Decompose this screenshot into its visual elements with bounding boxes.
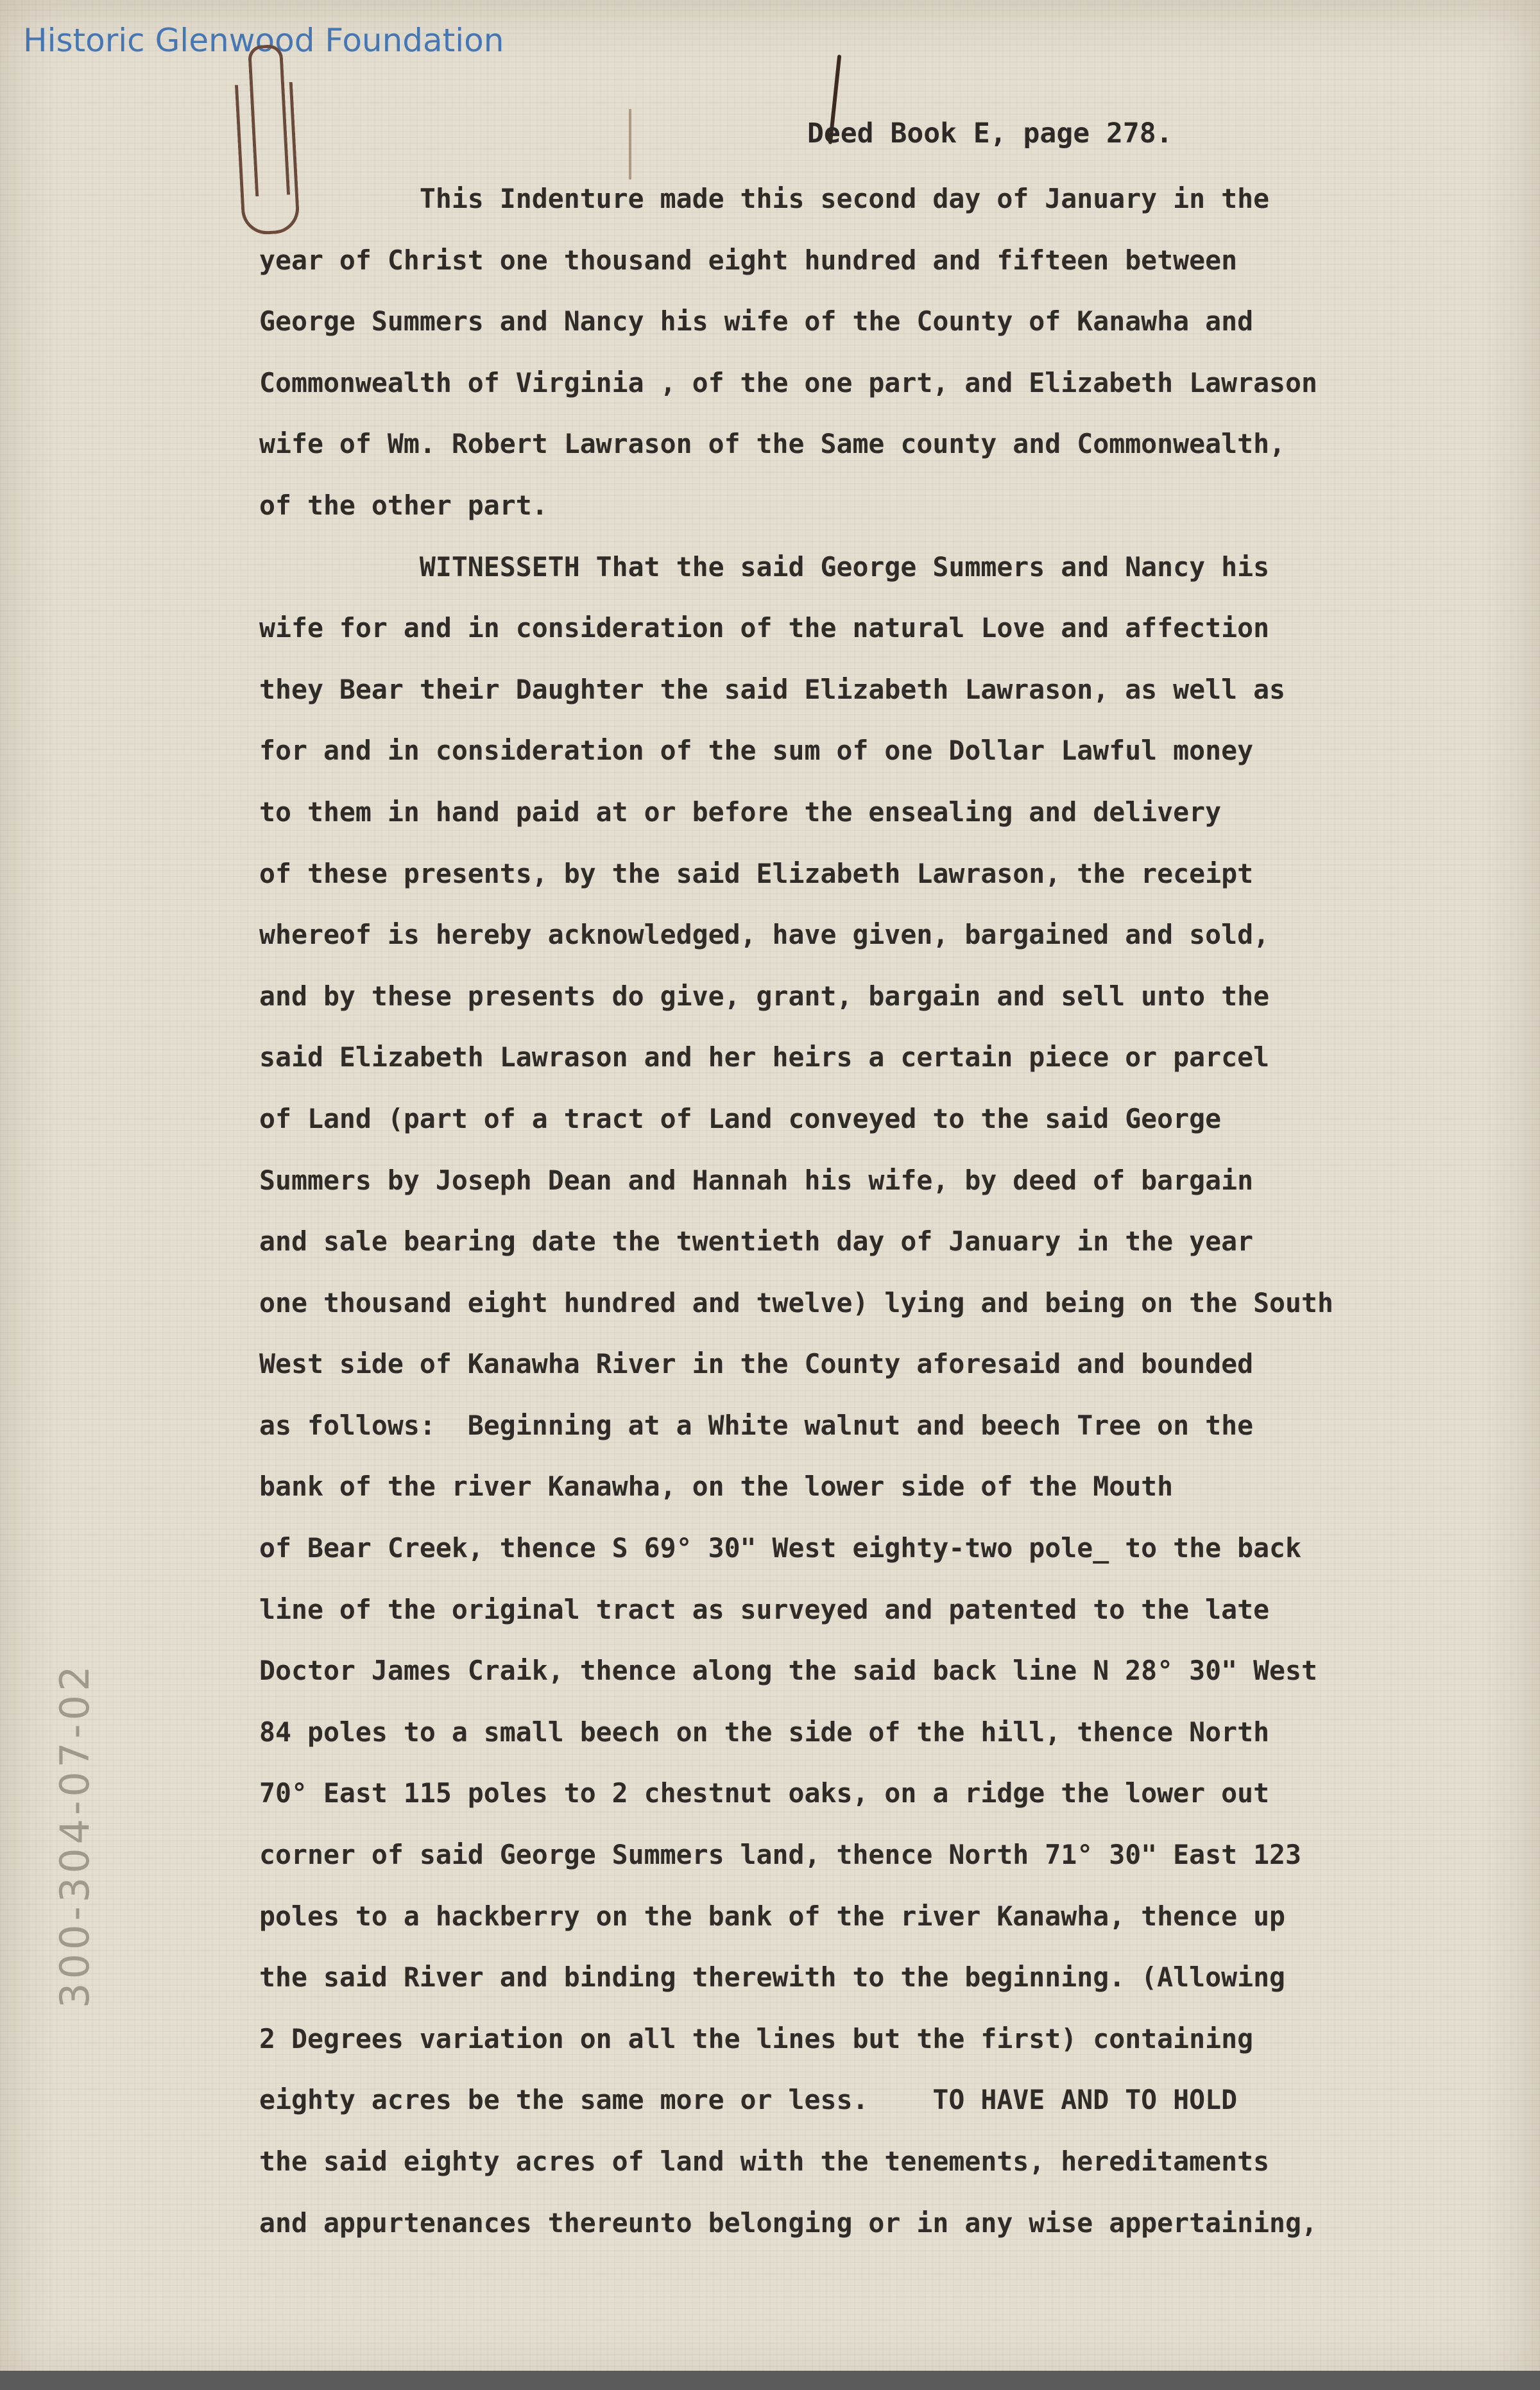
text-line: Doctor James Craik, thence along the said back line N 28° 30" West: [259, 1655, 1318, 1687]
text-line: Summers by Joseph Dean and Hannah his wife, by deed of bargain: [259, 1164, 1254, 1196]
text-line: of Land (part of a tract of Land conveyed to the said George: [259, 1102, 1222, 1134]
text-line: 70° East 115 poles to 2 chestnut oaks, on a ridge the lower out: [259, 1777, 1270, 1809]
text-line: poles to a hackberry on the bank of the river Kanawha, thence up: [259, 1900, 1286, 1932]
text-line: to them in hand paid at or before the ensealing and delivery: [259, 796, 1222, 828]
text-line: wife of Wm. Robert Lawrason of the Same county and Commonwealth,: [259, 428, 1286, 460]
text-line: This Indenture made this second day of January in the: [259, 183, 1270, 214]
text-line: 84 poles to a small beech on the side of the hill, thence North: [259, 1716, 1270, 1748]
text-line: of these presents, by the said Elizabeth Lawrason, the receipt: [259, 857, 1254, 889]
text-line: George Summers and Nancy his wife of the County of Kanawha and: [259, 305, 1254, 337]
text-line: line of the original tract as surveyed and patented to the late: [259, 1593, 1270, 1625]
text-line: 2 Degrees variation on all the lines but the first) containing: [259, 2022, 1254, 2054]
foundation-watermark: Historic Glenwood Foundation: [23, 22, 504, 59]
text-line: year of Christ one thousand eight hundred and fifteen between: [259, 244, 1238, 276]
text-line: bank of the river Kanawha, on the lower side of the Mouth: [259, 1471, 1174, 1503]
text-line: the said eighty acres of land with the tenements, hereditaments: [259, 2146, 1270, 2177]
text-line: as follows: Beginning at a White walnut and beech Tree on the: [259, 1409, 1254, 1441]
text-line: West side of Kanawha River in the County aforesaid and bounded: [259, 1348, 1254, 1380]
text-line: for and in consideration of the sum of one Dollar Lawful money: [259, 735, 1254, 767]
text-line: eighty acres be the same more or less. TO HAVE AND TO HOLD: [259, 2084, 1238, 2116]
text-line: and sale bearing date the twentieth day of January in the year: [259, 1225, 1254, 1258]
handwritten-archive-number: 300-304-07-02: [51, 1662, 98, 2008]
text-line: of Bear Creek, thence S 69° 30" West eighty-two pole_ to the back: [259, 1532, 1302, 1564]
text-line: corner of said George Summers land, thence North 71° 30" East 123: [259, 1839, 1302, 1871]
deed-body-text: [259, 168, 1478, 2253]
text-line: and appurtenances thereunto belonging or in any wise appertaining,: [259, 2206, 1318, 2239]
text-line: the said River and binding therewith to the beginning. (Allowing: [259, 1961, 1286, 1993]
text-line: and by these presents do give, grant, bargain and sell unto the: [259, 980, 1270, 1012]
text-line: said Elizabeth Lawrason and her heirs a certain piece or parcel: [259, 1041, 1270, 1073]
deed-book-reference: Deed Book E, page 278.: [807, 117, 1173, 149]
text-line: one thousand eight hundred and twelve) lying and being on the South: [259, 1286, 1334, 1319]
text-line: they Bear their Daughter the said Elizabeth Lawrason, as well as: [259, 673, 1286, 705]
scan-bottom-edge: [0, 2371, 1540, 2390]
text-line: Commonwealth of Virginia , of the one part, and Elizabeth Lawrason: [259, 366, 1318, 398]
text-line: wife for and in consideration of the natural Love and affection: [259, 612, 1270, 644]
text-line: WITNESSETH That the said George Summers and Nancy his: [259, 551, 1270, 583]
text-line: of the other part.: [259, 489, 548, 521]
text-line: whereof is hereby acknowledged, have given, bargained and sold,: [259, 919, 1270, 951]
